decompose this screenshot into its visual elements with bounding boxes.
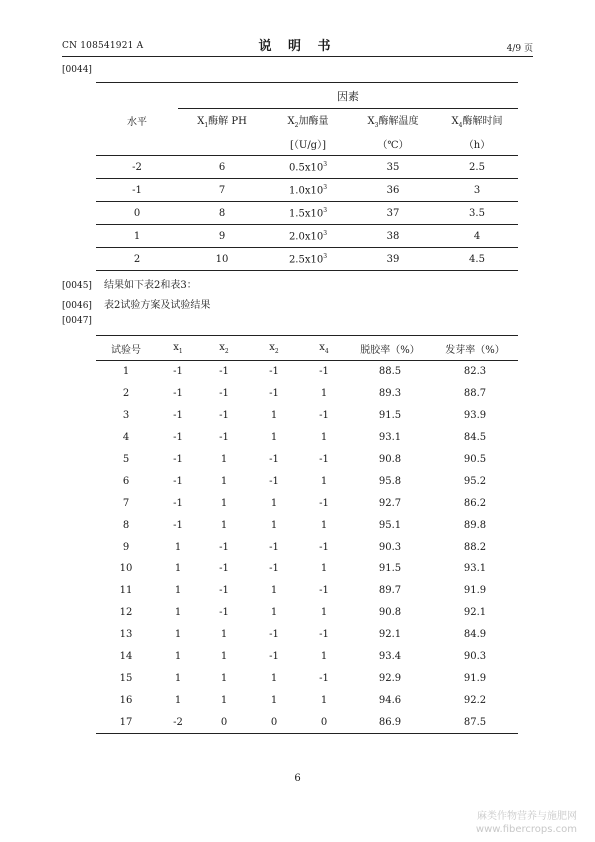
x2-header: $x_2$	[200, 336, 248, 361]
trial-number-cell: 17	[96, 711, 156, 733]
x4-cell: 1	[320, 607, 328, 619]
degumming-rate-cell: 95.1	[378, 519, 402, 531]
x1-header: $X_1$酶解 PH	[197, 116, 247, 129]
germination-rate-cell: 93.9	[463, 410, 487, 422]
table-row	[96, 667, 518, 689]
germination-rate-cell: 84.5	[463, 432, 487, 444]
level-cell: -1	[96, 179, 178, 202]
trial-number-header: 试验号	[96, 336, 156, 361]
degumming-rate-cell: 90.3	[378, 541, 402, 553]
x4-cell: 1	[320, 519, 328, 531]
trial-number-cell: 1	[122, 366, 130, 378]
x2-cell: 0	[200, 711, 248, 733]
x3-cell: -1	[269, 454, 279, 465]
paragraph-tag: [0047]	[62, 316, 92, 326]
germination-rate-cell: 86.2	[463, 497, 487, 509]
x1-cell: -1	[173, 454, 183, 465]
x3-cell: 1	[270, 410, 278, 422]
page-indicator: 4/9 页	[506, 44, 533, 54]
germination-rate-cell: 91.9	[463, 672, 487, 684]
x4-cell: -1	[319, 585, 329, 597]
x2-cell: 1	[220, 497, 228, 509]
trial-number-cell: 10	[119, 563, 133, 575]
factor-level-table	[96, 82, 518, 271]
x1-cell: 1	[174, 694, 182, 706]
table-row	[96, 624, 518, 646]
trial-number-cell: 5	[122, 454, 130, 465]
x3-cell: -1	[269, 366, 279, 378]
x1-cell: 1	[174, 629, 182, 641]
table-row	[96, 383, 518, 405]
x4-cell: -1	[319, 366, 329, 378]
x2-cell: -1	[219, 388, 229, 400]
x1-cell: -1	[173, 497, 183, 509]
degumming-rate-cell: 95.8	[378, 475, 402, 487]
x3-unit: （℃）	[377, 140, 409, 151]
table-row	[96, 646, 518, 668]
level-header: 水平	[127, 116, 147, 128]
x4-cell: 0	[300, 711, 348, 733]
x1-header: $x_1$	[156, 336, 200, 361]
x2-header: $X_2$加酶量	[287, 116, 329, 129]
x1-cell: -1	[173, 519, 183, 531]
degumming-rate-cell: 92.1	[378, 629, 402, 641]
table-row	[96, 202, 518, 225]
degumming-rate-cell: 88.5	[378, 366, 402, 378]
table-row	[96, 514, 518, 536]
time-cell: 2.5	[436, 156, 518, 179]
enzyme-cell: $2.5x10^3$	[266, 248, 350, 271]
x3-header: $x_2$	[248, 336, 300, 361]
x2-cell: 1	[220, 694, 228, 706]
x1-cell: 1	[174, 672, 182, 684]
level-cell: 0	[96, 202, 178, 225]
enzyme-cell: $2.0x10^3$	[266, 225, 350, 248]
x1-cell: -1	[173, 475, 183, 487]
table-row	[96, 711, 518, 733]
x3-cell: -1	[269, 475, 279, 487]
experiment-results-table	[96, 335, 518, 734]
x3-cell: -1	[269, 629, 279, 641]
paragraph-0047	[62, 316, 104, 326]
level-cell: -2	[96, 156, 178, 179]
germination-rate-cell: 95.2	[463, 475, 487, 487]
x4-cell: 1	[320, 388, 328, 400]
x3-cell: 1	[270, 607, 278, 619]
x2-cell: -1	[219, 541, 229, 553]
x1-cell: -1	[173, 432, 183, 444]
degumming-rate-cell: 91.5	[378, 410, 402, 422]
x4-cell: -1	[319, 410, 329, 422]
x3-cell: 1	[270, 519, 278, 531]
x1-cell: -1	[173, 410, 183, 422]
trial-number-cell: 16	[119, 694, 133, 706]
germination-rate-cell: 87.5	[432, 711, 518, 733]
degumming-rate-cell: 89.7	[378, 585, 402, 597]
germination-rate-cell: 92.1	[463, 607, 487, 619]
ph-cell: 10	[178, 248, 266, 271]
x4-header: $X_4$酶解时间	[451, 116, 503, 129]
x2-cell: 1	[220, 454, 228, 465]
table-row	[96, 225, 518, 248]
degumming-rate-cell: 90.8	[378, 607, 402, 619]
temp-cell: 37	[350, 202, 436, 225]
x4-cell: -1	[319, 454, 329, 465]
table-row	[96, 179, 518, 202]
degumming-rate-header: 脱胶率（%）	[348, 336, 432, 361]
x3-cell: 1	[270, 432, 278, 444]
germination-rate-cell: 91.9	[463, 585, 487, 597]
ph-cell: 9	[178, 225, 266, 248]
degumming-rate-cell: 93.4	[378, 651, 402, 663]
degumming-rate-cell: 86.9	[348, 711, 432, 733]
germination-rate-cell: 89.8	[463, 519, 487, 531]
germination-rate-cell: 82.3	[463, 366, 487, 378]
x3-cell: 1	[270, 672, 278, 684]
table-row	[96, 580, 518, 602]
trial-number-cell: 13	[119, 629, 133, 641]
level-cell: 2	[96, 248, 178, 271]
time-cell: 3	[436, 179, 518, 202]
x3-cell: -1	[269, 563, 279, 575]
germination-rate-cell: 90.3	[463, 651, 487, 663]
x1-cell: 1	[174, 607, 182, 619]
germination-rate-cell: 93.1	[463, 563, 487, 575]
watermark: 麻类作物营养与施肥网 www.fibercrops.com	[475, 811, 577, 835]
enzyme-cell: $0.5x10^3$	[266, 156, 350, 179]
temp-cell: 39	[350, 248, 436, 271]
x1-cell: -2	[156, 711, 200, 733]
trial-number-cell: 9	[122, 541, 130, 553]
degumming-rate-cell: 91.5	[378, 563, 402, 575]
degumming-rate-cell: 89.3	[378, 388, 402, 400]
trial-number-cell: 2	[122, 388, 130, 400]
table-row	[96, 536, 518, 558]
germination-rate-cell: 88.2	[463, 541, 487, 553]
paragraph-tag: [0045]	[62, 281, 92, 291]
table-row	[96, 689, 518, 711]
temp-cell: 35	[350, 156, 436, 179]
germination-rate-cell: 92.2	[463, 694, 487, 706]
table-row	[96, 558, 518, 580]
x1-cell: 1	[174, 585, 182, 597]
factors-group-header: 因素	[178, 83, 518, 109]
x4-unit: （h）	[463, 140, 491, 151]
x3-cell: 1	[270, 497, 278, 509]
time-cell: 4	[436, 225, 518, 248]
x3-header: $X_3$酶解温度	[367, 116, 419, 129]
x2-unit: [（U/g）]	[289, 140, 326, 151]
trial-number-cell: 3	[122, 410, 130, 422]
germination-rate-header: 发芽率（%）	[432, 336, 518, 361]
ph-cell: 8	[178, 202, 266, 225]
x3-cell: 1	[270, 694, 278, 706]
paragraph-0045	[62, 276, 197, 291]
x3-cell: -1	[269, 541, 279, 553]
trial-number-cell: 7	[122, 497, 130, 509]
time-cell: 4.5	[436, 248, 518, 271]
table-row	[96, 156, 518, 179]
degumming-rate-cell: 94.6	[378, 694, 402, 706]
x2-cell: -1	[219, 585, 229, 597]
x4-cell: -1	[319, 541, 329, 553]
doc-number: CN 108541921 A	[62, 41, 144, 51]
x1-cell: -1	[173, 366, 183, 378]
paragraph-tag: [0044]	[62, 65, 92, 75]
x2-cell: 1	[220, 672, 228, 684]
paragraph-text: 结果如下表2和表3：	[104, 280, 197, 291]
x4-cell: 1	[320, 432, 328, 444]
temp-cell: 36	[350, 179, 436, 202]
degumming-rate-cell: 93.1	[378, 432, 402, 444]
germination-rate-cell: 90.5	[463, 454, 487, 465]
x2-cell: -1	[219, 410, 229, 422]
header-rule	[62, 56, 533, 57]
level-cell: 1	[96, 225, 178, 248]
x3-cell: 0	[248, 711, 300, 733]
doc-title: 说 明 书	[258, 39, 337, 54]
x3-cell: -1	[269, 388, 279, 400]
table-row	[96, 361, 518, 383]
enzyme-cell: $1.0x10^3$	[266, 179, 350, 202]
table-row	[96, 470, 518, 492]
paragraph-0044	[62, 65, 104, 75]
paragraph-text: 表2试验方案及试验结果	[104, 300, 211, 311]
trial-number-cell: 4	[122, 432, 130, 444]
x2-cell: -1	[219, 432, 229, 444]
x2-cell: 1	[220, 475, 228, 487]
table-row	[96, 248, 518, 271]
degumming-rate-cell: 92.9	[378, 672, 402, 684]
enzyme-cell: $1.5x10^3$	[266, 202, 350, 225]
ph-cell: 6	[178, 156, 266, 179]
degumming-rate-cell: 90.8	[378, 454, 402, 465]
temp-cell: 38	[350, 225, 436, 248]
x1-cell: -1	[173, 388, 183, 400]
x1-cell: 1	[174, 651, 182, 663]
table-row	[96, 492, 518, 514]
x4-header: $x_4$	[300, 336, 348, 361]
x2-cell: 1	[220, 519, 228, 531]
x2-cell: 1	[220, 651, 228, 663]
x4-cell: -1	[319, 629, 329, 641]
trial-number-cell: 11	[119, 585, 133, 597]
x1-cell: 1	[174, 541, 182, 553]
x4-cell: 1	[320, 694, 328, 706]
x2-cell: -1	[219, 366, 229, 378]
table-row	[96, 427, 518, 449]
ph-cell: 7	[178, 179, 266, 202]
x4-cell: 1	[320, 651, 328, 663]
time-cell: 3.5	[436, 202, 518, 225]
trial-number-cell: 15	[119, 672, 133, 684]
page-number: 6	[294, 773, 301, 784]
table-row	[96, 449, 518, 471]
x3-cell: -1	[269, 651, 279, 663]
trial-number-cell: 14	[119, 651, 133, 663]
x4-cell: -1	[319, 497, 329, 509]
paragraph-tag: [0046]	[62, 301, 92, 311]
x2-cell: -1	[219, 607, 229, 619]
x4-cell: 1	[320, 563, 328, 575]
degumming-rate-cell: 92.7	[378, 497, 402, 509]
trial-number-cell: 8	[122, 519, 130, 531]
x3-cell: 1	[270, 585, 278, 597]
table-row	[96, 602, 518, 624]
germination-rate-cell: 88.7	[463, 388, 487, 400]
x4-cell: -1	[319, 672, 329, 684]
x2-cell: 1	[220, 629, 228, 641]
x2-cell: -1	[219, 563, 229, 575]
table-row	[96, 405, 518, 427]
x1-cell: 1	[174, 563, 182, 575]
paragraph-0046	[62, 296, 210, 311]
trial-number-cell: 12	[119, 607, 133, 619]
germination-rate-cell: 84.9	[463, 629, 487, 641]
trial-number-cell: 6	[122, 475, 130, 487]
x4-cell: 1	[320, 475, 328, 487]
